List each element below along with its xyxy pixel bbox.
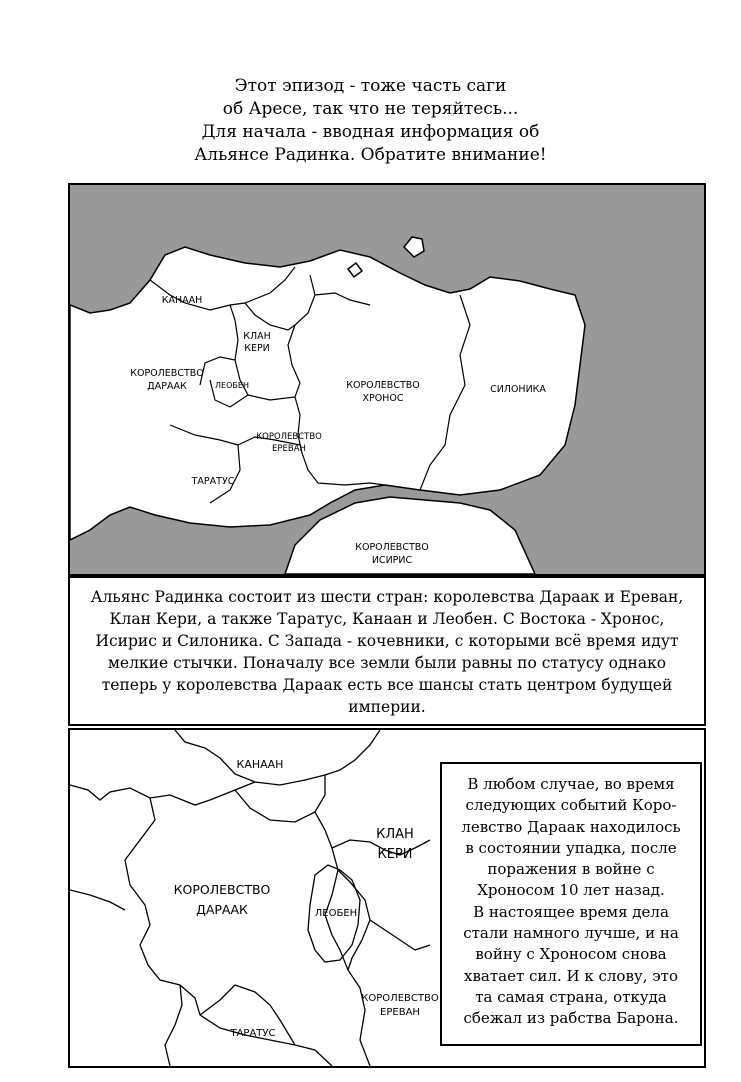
map-label-silonika: СИЛОНИКА: [490, 384, 546, 395]
caption-line: левство Дараак находилось: [461, 817, 681, 836]
map-label-erevan-1: КОРОЛЕВСТВО: [256, 432, 322, 442]
intro-line: Этот эпизод - тоже часть саги: [234, 76, 507, 96]
caption-line: хватает сил. И к слову, это: [464, 966, 678, 985]
map-label-chronos-1: КОРОЛЕВСТВО: [346, 380, 420, 391]
map-label-taratus: ТАРАТУС: [230, 1028, 276, 1039]
map-label-leoben: ЛЕОБЕН: [215, 381, 249, 390]
map-label-leoben: ЛЕОБЕН: [314, 908, 358, 919]
map-label-chronos-2: ХРОНОС: [362, 393, 404, 404]
caption-line: следующих событий Коро-: [465, 796, 677, 815]
intro-line: Для начала - вводная информация об: [201, 122, 540, 142]
caption-line: Хроносом 10 лет назад.: [477, 881, 665, 900]
map-label-erevan-2: ЕРЕВАН: [380, 1007, 420, 1018]
map-label-daraak-2: ДАРААК: [196, 902, 248, 917]
intro-line: об Аресе, так что не теряйтесь...: [222, 99, 519, 119]
alliance-description: [68, 576, 706, 726]
caption-line: войну с Хроносом снова: [475, 945, 667, 964]
caption-line: мелкие стычки. Поначалу все земли были равны по статусу однако: [107, 654, 667, 672]
map-label-clan-keri-1: КЛАН: [243, 331, 271, 342]
caption-line: стали намного лучше, и на: [463, 924, 679, 943]
caption-line: сбежал из рабства Барона.: [463, 1009, 679, 1028]
map-label-canaan: КАНААН: [161, 295, 203, 306]
map-label-daraak-2: ДАРААК: [147, 381, 187, 392]
map-label-isiris-2: ИСИРИС: [371, 555, 413, 566]
caption-line: в состоянии упадка, после: [465, 838, 677, 857]
map-label-clan-keri-1: КЛАН: [376, 827, 414, 842]
caption-line: Альянс Радинка состоит из шести стран: королевства Дараак и Ереван,: [90, 588, 684, 606]
map-label-erevan-1: КОРОЛЕВСТВО: [361, 993, 439, 1004]
map-label-clan-keri-2: КЕРИ: [377, 847, 413, 862]
caption-line: Клан Кери, а также Таратус, Канаан и Леобен. С Востока - Хронос,: [109, 610, 665, 628]
daraak-description: [440, 762, 702, 1046]
map-label-isiris-1: КОРОЛЕВСТВО: [355, 542, 429, 553]
intro-text: [0, 75, 741, 167]
caption-line: теперь у королевства Дараак есть все шансы стать центром будущей: [101, 676, 673, 694]
map-label-clan-keri-2: КЕРИ: [244, 343, 270, 354]
alliance-map: [70, 185, 704, 574]
caption-line: В любом случае, во время: [467, 775, 675, 793]
caption-line: империи.: [348, 698, 426, 716]
caption-line: Исирис и Силоника. С Запада - кочевники, с которыми всё время идут: [95, 632, 679, 650]
map-label-daraak-1: КОРОЛЕВСТВО: [130, 368, 204, 379]
map-label-erevan-2: ЕРЕВАН: [272, 444, 306, 454]
caption-line: поражения в войне с: [487, 860, 655, 879]
map-label-taratus: ТАРАТУС: [191, 476, 235, 487]
caption-line: та самая страна, откуда: [475, 987, 667, 1006]
map-label-canaan: КАНААН: [236, 758, 284, 771]
caption-line: В настоящее время дела: [473, 902, 669, 921]
map-label-daraak-1: КОРОЛЕВСТВО: [173, 882, 271, 897]
intro-line: Альянсе Радинка. Обратите внимание!: [194, 145, 547, 165]
alliance-map-panel: [68, 183, 706, 576]
